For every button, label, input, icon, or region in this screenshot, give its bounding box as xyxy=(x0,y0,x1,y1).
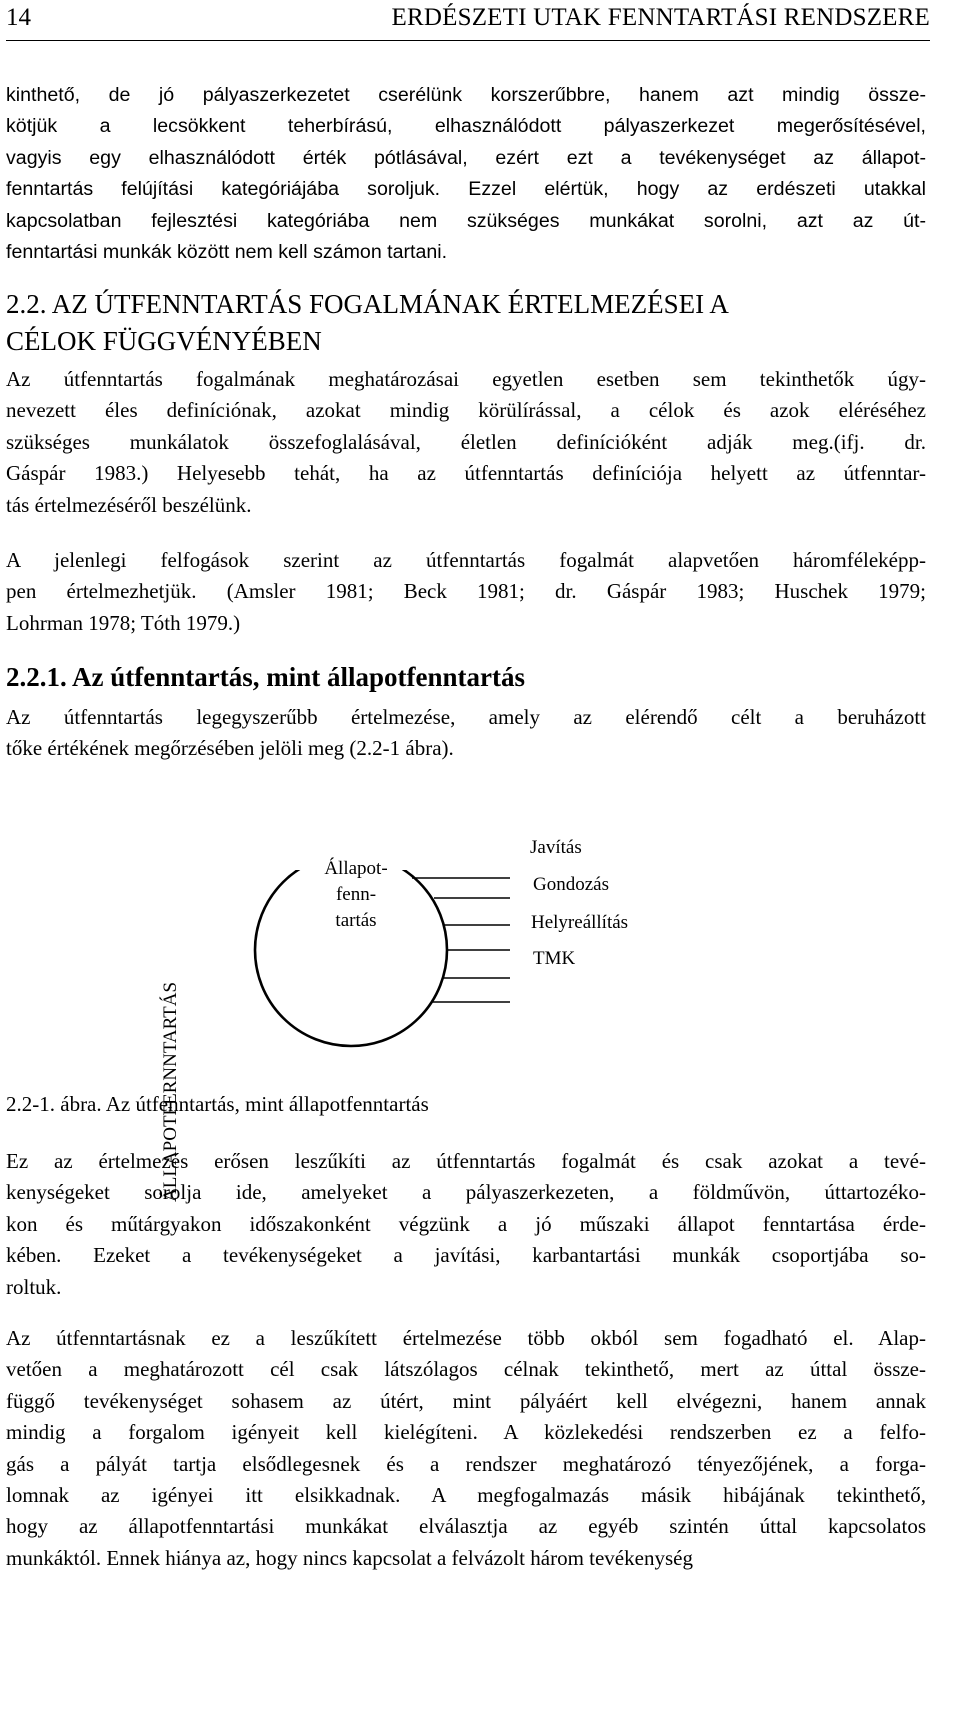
text-line: gás a pályát tartja elsődlegesnek és a rendszer meghatározó tényezőjének, a forga- xyxy=(6,1451,926,1476)
text-line: Az útfenntartás fogalmának meghatározásai egyetlen esetben sem tekinthetők úgy- xyxy=(6,367,926,391)
figure-item-gondozas: Gondozás xyxy=(533,874,609,895)
section-2-2-1-paragraph-1 xyxy=(6,702,926,765)
text-line: Az útfenntartásnak ez a leszűkített értelmezése több okból sem fogadható el. Alap- xyxy=(6,1326,926,1350)
text-line: függő tevékenységet sohasem az útért, mint pályáért kell elvégezni, hanem annak xyxy=(6,1388,926,1413)
circle-label xyxy=(296,856,416,934)
text-line: kében. Ezeket a tevékenységeket a javítási, karbantartási munkák csoportjába so- xyxy=(6,1243,926,1268)
heading-line: 2.2. AZ ÚTFENNTARTÁS FOGALMÁNAK ÉRTELMEZÉSEI A xyxy=(6,289,729,319)
figure-item-javitas: Javítás xyxy=(530,837,582,858)
page-header xyxy=(6,0,930,41)
text-line: Ez az értelmezés erősen leszűkíti az útfenntartás fogalmát és csak azokat a tevé- xyxy=(6,1149,926,1173)
text-line: szükséges munkálatok összefoglalásával, életlen definícióként adják meg.(ifj. dr. xyxy=(6,429,926,454)
circle-label-line: fenn- xyxy=(335,884,377,905)
text-line: kötjük a lecsökkent teherbírású, elhasználódott pályaszerkezet megerősítésével, xyxy=(6,115,926,138)
text-line: fenntartás felújítási kategóriájába soroljuk. Ezzel elértük, hogy az erdészeti utakkal xyxy=(6,178,926,201)
figure-diagram xyxy=(0,870,960,1190)
text-line: fenntartási munkák között nem kell számon tartani. xyxy=(6,241,448,264)
section-heading-2-2-1: 2.2.1. Az útfenntartás, mint állapotfenntartás xyxy=(6,662,525,692)
figure-item-tmk: TMK xyxy=(533,948,576,969)
section-2-2-paragraph-1 xyxy=(6,364,926,521)
section-2-2-paragraph-2 xyxy=(6,545,926,639)
figure-item-helyreallitas: Helyreállítás xyxy=(531,912,629,933)
text-line: tás értelmezéséről beszélünk. xyxy=(6,492,252,517)
text-line: nevezett éles definíciónak, azokat mindig körülírással, a célok és azok eléréséhez xyxy=(6,398,926,423)
circle-label-line: tartás xyxy=(335,910,377,931)
intro-paragraph xyxy=(6,80,926,268)
text-line: hogy az állapotfenntartási munkákat elválasztja az egyéb szintén úttal kapcsolatos xyxy=(6,1514,926,1539)
text-line: Gáspár 1983.) Helyesebb tehát, ha az útfenntartás definíciója helyett az útfenntar- xyxy=(6,461,926,486)
figure-caption: 2.2-1. ábra. Az útfenntartás, mint állapotfenntartás xyxy=(6,1092,429,1116)
circle-label-line: Állapot- xyxy=(324,858,388,879)
text-line: Lohrman 1978; Tóth 1979.) xyxy=(6,610,241,635)
vertical-label-text: ÁLLAPOTFERNNTARTÁS xyxy=(160,981,181,1202)
after-figure-paragraph-2 xyxy=(6,1323,926,1574)
text-line: munkáktól. Ennek hiánya az, hogy nincs kapcsolat a felvázolt három tevékenység xyxy=(6,1545,693,1570)
text-line: kapcsolatban fejlesztési kategóriába nem szükséges munkákat sorolni, azt az út- xyxy=(6,209,926,232)
section-heading-2-2 xyxy=(6,286,926,360)
text-line: mindig a forgalom igényeit kell kielégíteni. A közlekedési rendszerben ez a felfo- xyxy=(6,1420,926,1445)
text-line: vagyis egy elhasználódott érték pótlásával, ezért ezt a tevékenységet az állapot- xyxy=(6,146,926,169)
text-line: kenységeket sorolja ide, amelyeket a pályaszerkezeten, a földművön, úttartozéko- xyxy=(6,1180,926,1205)
page-number: 14 xyxy=(6,4,31,31)
heading-line: CÉLOK FÜGGVÉNYÉBEN xyxy=(6,326,322,356)
text-line: vetően a meghatározott cél csak látszólagos célnak tekinthető, mert az úttal össze- xyxy=(6,1357,926,1382)
running-title: ERDÉSZETI UTAK FENNTARTÁSI RENDSZERE xyxy=(391,4,930,31)
text-line: pen értelmezhetjük. (Amsler 1981; Beck 1981; dr. Gáspár 1983; Huschek 1979; xyxy=(6,579,926,604)
text-line: Az útfenntartás legegyszerűbb értelmezése, amely az elérendő célt a beruházott xyxy=(6,705,926,729)
text-line: A jelenlegi felfogások szerint az útfenntartás fogalmát alapvetően háromféleképp- xyxy=(6,548,926,572)
text-line: lomnak az igényei itt elsikkadnak. A megfogalmazás másik hibájának tekinthető, xyxy=(6,1483,926,1508)
after-figure-paragraph-1 xyxy=(6,1146,926,1303)
text-line: kinthető, de jó pályaszerkezetet cserélünk korszerűbbre, hanem azt mindig össze- xyxy=(6,84,926,106)
text-line: tőke értékének megőrzésében jelöli meg (2.2-1 ábra). xyxy=(6,736,454,761)
text-line: kon és műtárgyakon időszakonként végzünk a jó műszaki állapot fenntartása érde- xyxy=(6,1211,926,1236)
text-line: roltuk. xyxy=(6,1274,62,1299)
